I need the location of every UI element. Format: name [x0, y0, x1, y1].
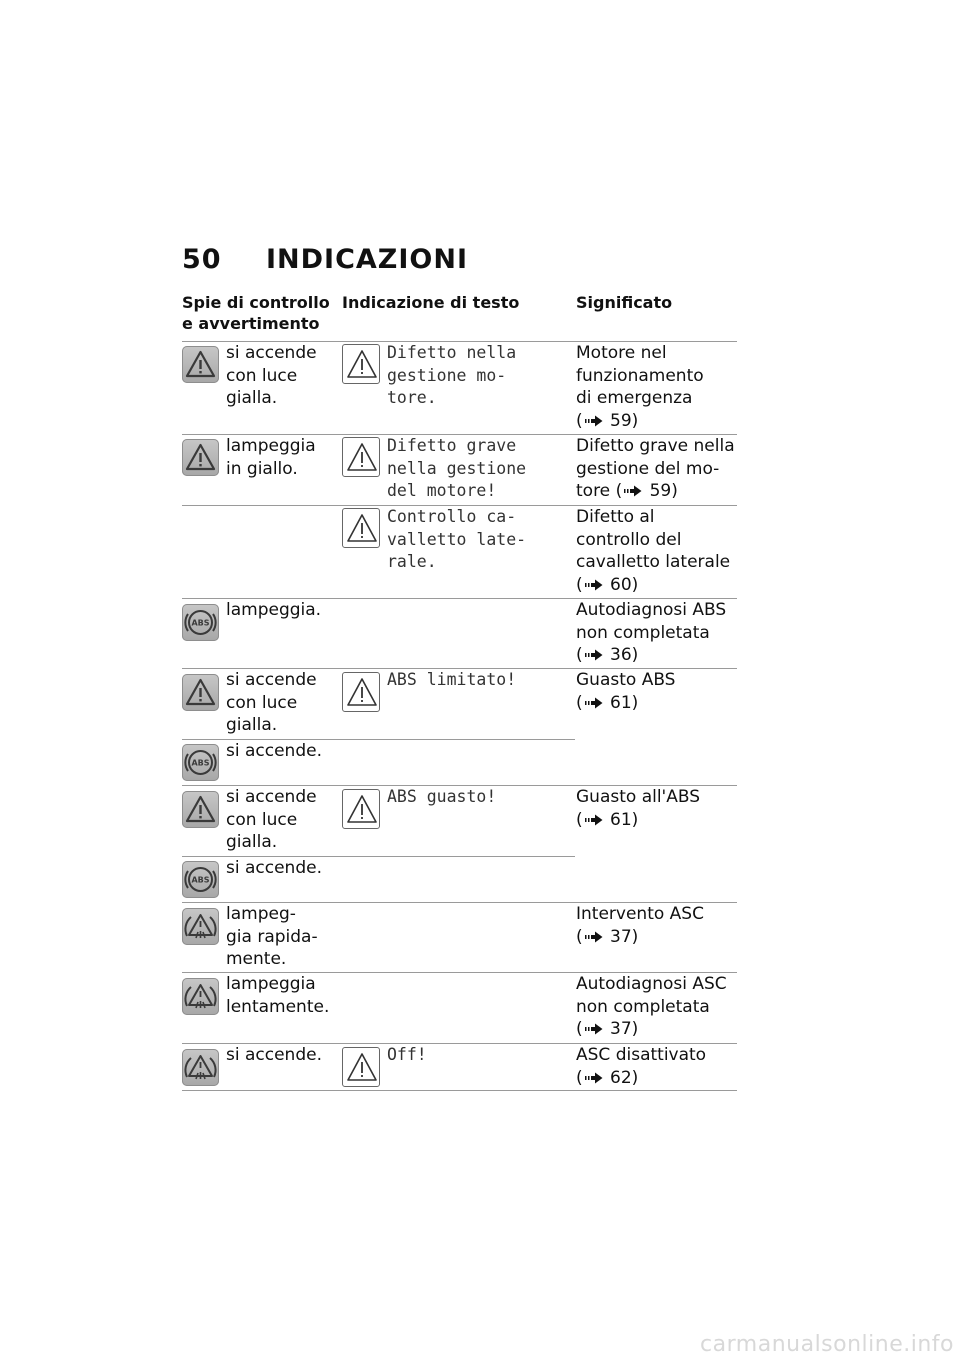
page-reference: ( 36) [576, 645, 639, 665]
page-header [182, 244, 468, 275]
warning-triangle-icon [342, 672, 380, 712]
meaning-text: ASC disattivato ( 62) [576, 1045, 707, 1088]
abs-icon [182, 744, 219, 781]
warning-triangle-icon [182, 346, 219, 383]
lamp-text: lampeggia in giallo. [226, 436, 316, 479]
meaning-text: Difetto al controllo del cavalletto laterale ( 60) [576, 507, 731, 595]
arrow-right-icon [585, 415, 603, 427]
lamp-text: lampeg- gia rapida- mente. [226, 904, 318, 969]
meaning-text: Autodiagnosi ABS non completata ( 36) [576, 600, 727, 665]
arrow-right-icon [585, 931, 603, 943]
warning-triangle-icon [342, 437, 380, 477]
warning-triangle-icon [342, 789, 380, 829]
page-number: 50 [182, 244, 222, 275]
meaning-text: Difetto grave nella gestione del mo- tore ( 59) [576, 436, 735, 501]
display-text: ABS limitato! [387, 670, 517, 689]
warning-triangle-icon [342, 508, 380, 548]
asc-icon [182, 1049, 219, 1086]
arrow-right-icon [585, 1023, 603, 1035]
page-reference: ( 61) [576, 692, 639, 713]
asc-icon [182, 908, 219, 945]
arrow-right-icon [585, 697, 603, 709]
arrow-right-icon [585, 814, 603, 826]
meaning-text: Guasto all'ABS ( 61) [576, 787, 701, 830]
lamp-text: si accende con luce gialla. [226, 670, 317, 735]
warning-triangle-icon [182, 439, 219, 476]
page-reference: ( 37) [576, 926, 639, 947]
lamp-text: si accende. [226, 858, 322, 878]
display-text: Difetto grave nella gestione del motore! [387, 436, 527, 500]
page-reference: ( 59) [576, 410, 639, 431]
column-header-lamp: Spie di controllo e avvertimento [182, 293, 330, 333]
page-reference: ( 60) [576, 574, 639, 595]
lamp-text: lampeggia. [226, 600, 322, 620]
asc-icon [182, 978, 219, 1015]
display-text: Controllo ca- valletto late- rale. [387, 507, 527, 571]
warning-triangle-icon [182, 791, 219, 828]
abs-icon [182, 604, 219, 641]
meaning-text: Autodiagnosi ASC non completata ( 37) [576, 974, 727, 1039]
page-reference: ( 37) [576, 1019, 639, 1039]
lamp-text: si accende. [226, 741, 322, 761]
lamp-text: si accende con luce gialla. [226, 343, 317, 408]
abs-icon [182, 861, 219, 898]
page-reference: ( 61) [576, 809, 639, 830]
meaning-text: Motore nel funzionamento di emergenza ( 59) [576, 343, 704, 431]
arrow-right-icon [585, 1072, 603, 1084]
lamp-text: lampeggia lentamente. [226, 974, 330, 1017]
display-text: Off! [387, 1045, 427, 1064]
arrow-right-icon [624, 485, 642, 497]
warning-triangle-icon [342, 344, 380, 384]
meaning-text: Guasto ABS ( 61) [576, 670, 676, 713]
lamp-text: si accende con luce gialla. [226, 787, 317, 852]
warning-triangle-icon [342, 1047, 380, 1087]
arrow-right-icon [585, 649, 603, 661]
watermark: carmanualsonline.info [700, 1332, 954, 1357]
arrow-right-icon [585, 579, 603, 591]
lamp-text: si accende. [226, 1045, 322, 1065]
column-header-meaning: Significato [576, 293, 673, 312]
page-reference: ( 59) [615, 481, 678, 501]
meaning-text: Intervento ASC ( 37) [576, 904, 704, 947]
page-reference: ( 62) [576, 1067, 639, 1088]
section-title: INDICAZIONI [266, 244, 469, 275]
column-header-display: Indicazione di testo [342, 293, 520, 312]
table-rule [182, 1090, 737, 1091]
display-text: Difetto nella gestione mo- tore. [387, 343, 517, 407]
display-text: ABS guasto! [387, 787, 497, 806]
warning-triangle-icon [182, 674, 219, 711]
